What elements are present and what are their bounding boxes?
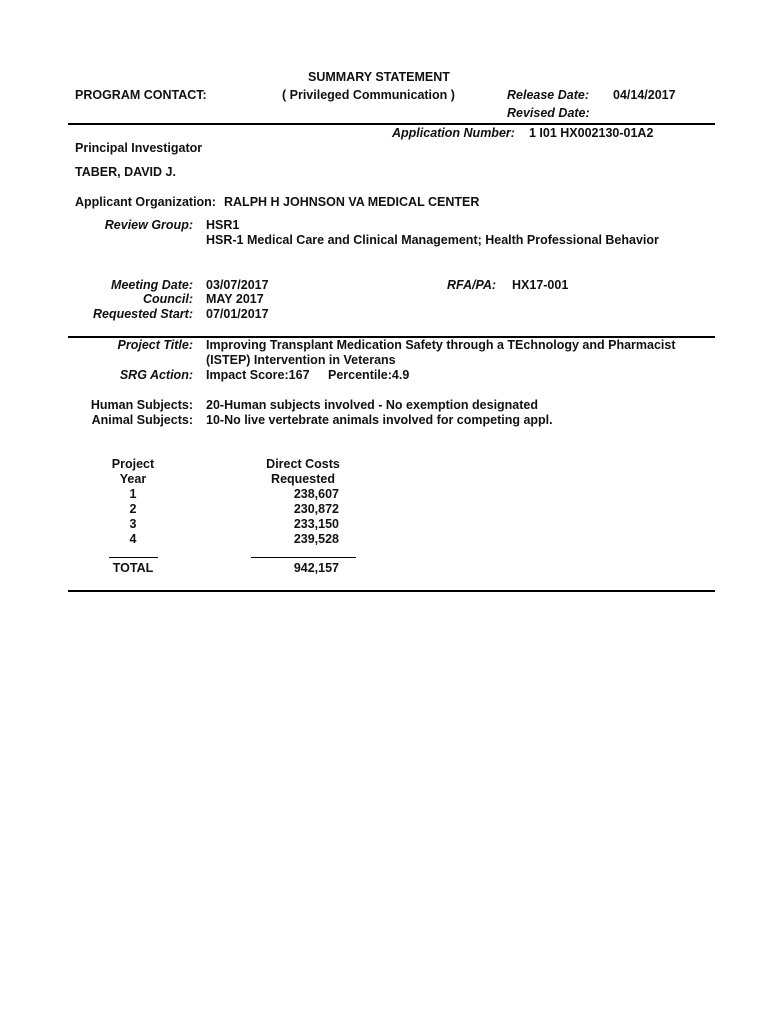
applicant-organization-value: RALPH H JOHNSON VA MEDICAL CENTER [224,195,480,209]
percentile: Percentile:4.9 [328,368,410,382]
council-value: MAY 2017 [206,292,264,306]
footer-divider [68,590,715,592]
applicant-organization-label: Applicant Organization: [75,195,216,209]
impact-score: Impact Score:167 [206,368,310,382]
animal-subjects-value: 10-No live vertebrate animals involved for competing appl. [206,413,553,427]
year-header-2: Year [119,472,147,486]
total-label: TOTAL [112,561,154,575]
review-group-detail: HSR-1 Medical Care and Clinical Management; Health Professional Behavior [206,233,659,247]
project-title-line-2: (ISTEP) Intervention in Veterans [206,353,396,367]
table-row-year: 4 [129,532,137,546]
review-group-label: Review Group: [104,218,193,232]
program-contact-label: PROGRAM CONTACT: [75,88,207,102]
table-row-year: 3 [129,517,137,531]
srg-action-label: SRG Action: [119,368,193,382]
principal-investigator-label: Principal Investigator [75,141,203,155]
project-title-line-1: Improving Transplant Medication Safety through a TEchnology and Pharmacist [206,338,676,352]
year-header-1: Project [111,457,155,471]
table-row-year: 2 [129,502,137,516]
document-title: SUMMARY STATEMENT [308,70,450,84]
table-row-cost: 238,607 [293,487,339,501]
principal-investigator-name: TABER, DAVID J. [75,165,176,179]
meeting-date-label: Meeting Date: [111,278,193,292]
application-number-value: 1 I01 HX002130-01A2 [529,126,654,140]
year-total-underline [109,557,158,558]
human-subjects-label: Human Subjects: [90,398,193,412]
header-divider [68,123,715,125]
rfa-label: RFA/PA: [447,278,497,292]
cost-total-underline [251,557,356,558]
table-row-cost: 233,150 [293,517,339,531]
project-title-label: Project Title: [117,338,193,352]
rfa-value: HX17-001 [512,278,569,292]
application-number-label: Application Number: [392,126,515,140]
requested-start-label: Requested Start: [92,307,193,321]
review-group-code: HSR1 [206,218,240,232]
cost-header-2: Requested [271,472,335,486]
animal-subjects-label: Animal Subjects: [91,413,193,427]
table-row-year: 1 [129,487,137,501]
table-row-cost: 239,528 [293,532,339,546]
requested-start-value: 07/01/2017 [206,307,269,321]
revised-date-label: Revised Date: [507,106,590,120]
document-subtitle: ( Privileged Communication ) [282,88,455,102]
release-date-value: 04/14/2017 [613,88,676,102]
total-value: 942,157 [293,561,339,575]
meeting-date-value: 03/07/2017 [206,278,269,292]
table-row-cost: 230,872 [293,502,339,516]
cost-header-1: Direct Costs [266,457,340,471]
human-subjects-value: 20-Human subjects involved - No exemption designated [206,398,539,412]
council-label: Council: [143,292,193,306]
release-date-label: Release Date: [507,88,589,102]
